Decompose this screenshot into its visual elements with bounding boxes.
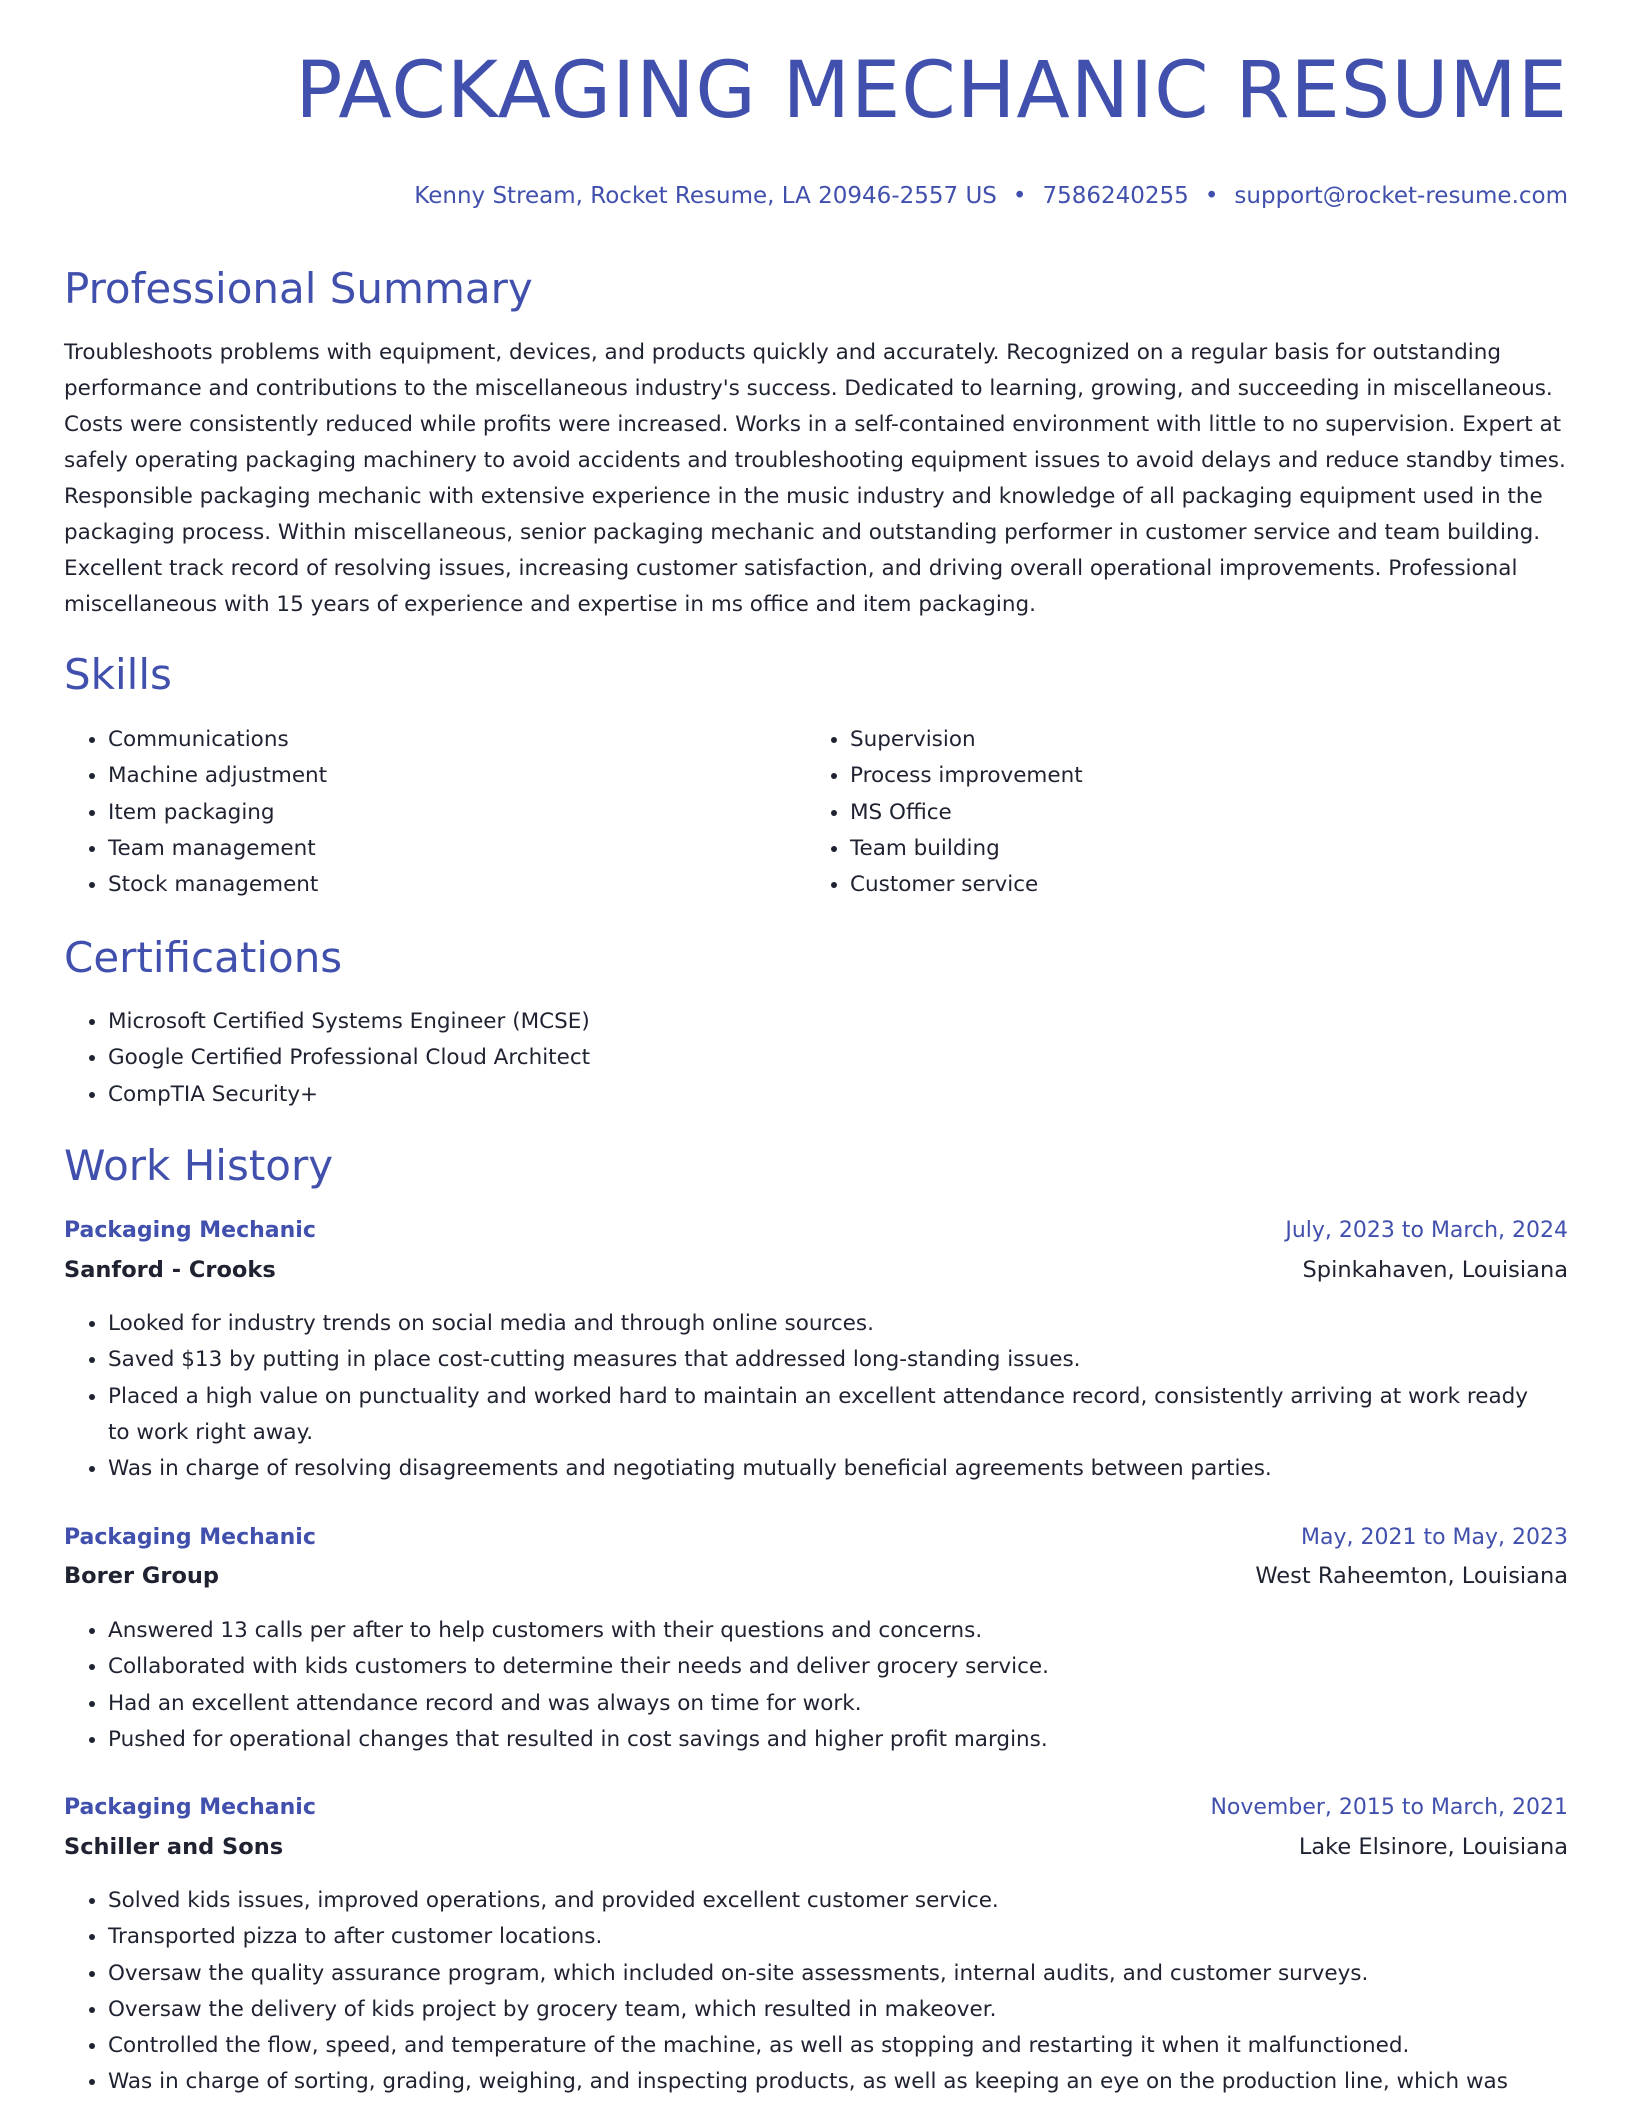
job-company: Borer Group bbox=[64, 1563, 220, 1589]
job-employer bbox=[64, 1563, 1568, 1597]
job-location: Lake Elsinore, Louisiana bbox=[1298, 1834, 1568, 1860]
job-duty: • Transported pizza to after customer locations. bbox=[108, 1919, 1538, 1955]
job-employer bbox=[64, 1834, 1568, 1868]
skills-list-right bbox=[806, 722, 1550, 903]
job-company: Schiller and Sons bbox=[64, 1834, 284, 1860]
work-history-heading: Work History bbox=[64, 1141, 334, 1190]
job-duty: • Oversaw the delivery of kids project by grocery team, which resulted in makeover. bbox=[108, 1992, 1538, 2028]
job-header bbox=[64, 1218, 1568, 1252]
skill-item: • Machine adjustment bbox=[108, 758, 748, 794]
skills-list-left bbox=[64, 722, 748, 903]
job-dates: July, 2023 to March, 2024 bbox=[1285, 1218, 1568, 1243]
job-dates: May, 2021 to May, 2023 bbox=[1301, 1525, 1568, 1550]
job-location: West Raheemton, Louisiana bbox=[1255, 1563, 1568, 1589]
job-title: Packaging Mechanic bbox=[64, 1218, 316, 1243]
job-company: Sanford - Crooks bbox=[64, 1257, 276, 1283]
contact-phone: 7586240255 bbox=[1042, 183, 1189, 209]
skill-item: • Process improvement bbox=[850, 758, 1550, 794]
job-employer bbox=[64, 1257, 1568, 1291]
job-duty: • Oversaw the quality assurance program, which included on-site assessments, internal audits, and customer surveys. bbox=[108, 1956, 1538, 1992]
certification-item: • Google Certified Professional Cloud Architect bbox=[108, 1040, 1508, 1076]
skill-item: • Team building bbox=[850, 831, 1550, 867]
skill-item: • Item packaging bbox=[108, 795, 748, 831]
job-duty: • Was in charge of resolving disagreements and negotiating mutually beneficial agreements between parties. bbox=[108, 1451, 1538, 1487]
job-duty: • Controlled the flow, speed, and temperature of the machine, as well as stopping and restarting it when it malfunctioned. bbox=[108, 2028, 1538, 2064]
skill-item: • Supervision bbox=[850, 722, 1550, 758]
job-header bbox=[64, 1525, 1568, 1559]
contact-line bbox=[414, 183, 1568, 209]
skills-heading: Skills bbox=[64, 650, 172, 699]
job-duty: • Looked for industry trends on social media and through online sources. bbox=[108, 1306, 1538, 1342]
contact-address: Kenny Stream, Rocket Resume, LA 20946-2557 US bbox=[414, 183, 997, 209]
contact-separator: • bbox=[1012, 183, 1027, 209]
skill-item: • Team management bbox=[108, 831, 748, 867]
job-duty: • Had an excellent attendance record and was always on time for work. bbox=[108, 1686, 1538, 1722]
job-duty: • Was in charge of sorting, grading, weighing, and inspecting products, as well as keeping an eye on the production line, which was bbox=[108, 2064, 1538, 2100]
job-title: Packaging Mechanic bbox=[64, 1525, 316, 1550]
certifications-list bbox=[64, 1004, 1508, 1113]
contact-email[interactable]: support@rocket-resume.com bbox=[1234, 183, 1568, 209]
job-duties bbox=[64, 1306, 1538, 1487]
skill-item: • Customer service bbox=[850, 867, 1550, 903]
job-location: Spinkahaven, Louisiana bbox=[1302, 1257, 1568, 1283]
resume-title: PACKAGING MECHANIC RESUME bbox=[295, 46, 1568, 136]
certifications-heading: Certifications bbox=[64, 933, 343, 982]
skill-item: • Communications bbox=[108, 722, 748, 758]
job-duties bbox=[64, 1613, 1538, 1758]
skill-item: • MS Office bbox=[850, 795, 1550, 831]
job-duties bbox=[64, 1883, 1538, 2101]
job-header bbox=[64, 1795, 1568, 1829]
job-duty: • Answered 13 calls per after to help customers with their questions and concerns. bbox=[108, 1613, 1538, 1649]
job-duty: • Placed a high value on punctuality and worked hard to maintain an excellent attendance record, consistently arriving at work ready to work right away. bbox=[108, 1379, 1538, 1452]
job-duty: • Solved kids issues, improved operations, and provided excellent customer service. bbox=[108, 1883, 1538, 1919]
job-title: Packaging Mechanic bbox=[64, 1795, 316, 1820]
job-dates: November, 2015 to March, 2021 bbox=[1210, 1795, 1568, 1820]
certification-item: • Microsoft Certified Systems Engineer (MCSE) bbox=[108, 1004, 1508, 1040]
skill-item: • Stock management bbox=[108, 867, 748, 903]
job-duty: • Saved $13 by putting in place cost-cutting measures that addressed long-standing issues. bbox=[108, 1342, 1538, 1378]
summary-text: Troubleshoots problems with equipment, devices, and products quickly and accurately. Recognized on a regular basis for outstanding performance and contributions to the miscellaneous industry's success. Dedicated to learning, growing, and succeeding in miscellaneous. Costs were consistently reduced while profits were increased. Works in a self-contained environment with little to no supervision. Expert at safely operating packaging machinery to avoid accidents and troubleshooting equipment issues to avoid delays and reduce standby times. Responsible packaging mechanic with extensive experience in the music industry and knowledge of all packaging equipment used in the packaging process. Within miscellaneous, senior packaging mechanic and outstanding performer in customer service and team building. Excellent track record of resolving issues, increasing customer satisfaction, and driving overall operational improvements. Professional miscellaneous with 15 years of experience and expertise in ms office and item packaging. bbox=[64, 340, 1566, 617]
job-duty: • Collaborated with kids customers to determine their needs and deliver grocery service. bbox=[108, 1649, 1538, 1685]
summary-heading: Professional Summary bbox=[64, 264, 533, 313]
certification-item: • CompTIA Security+ bbox=[108, 1077, 1508, 1113]
job-duty: • Pushed for operational changes that resulted in cost savings and higher profit margins. bbox=[108, 1722, 1538, 1758]
contact-separator: • bbox=[1204, 183, 1219, 209]
